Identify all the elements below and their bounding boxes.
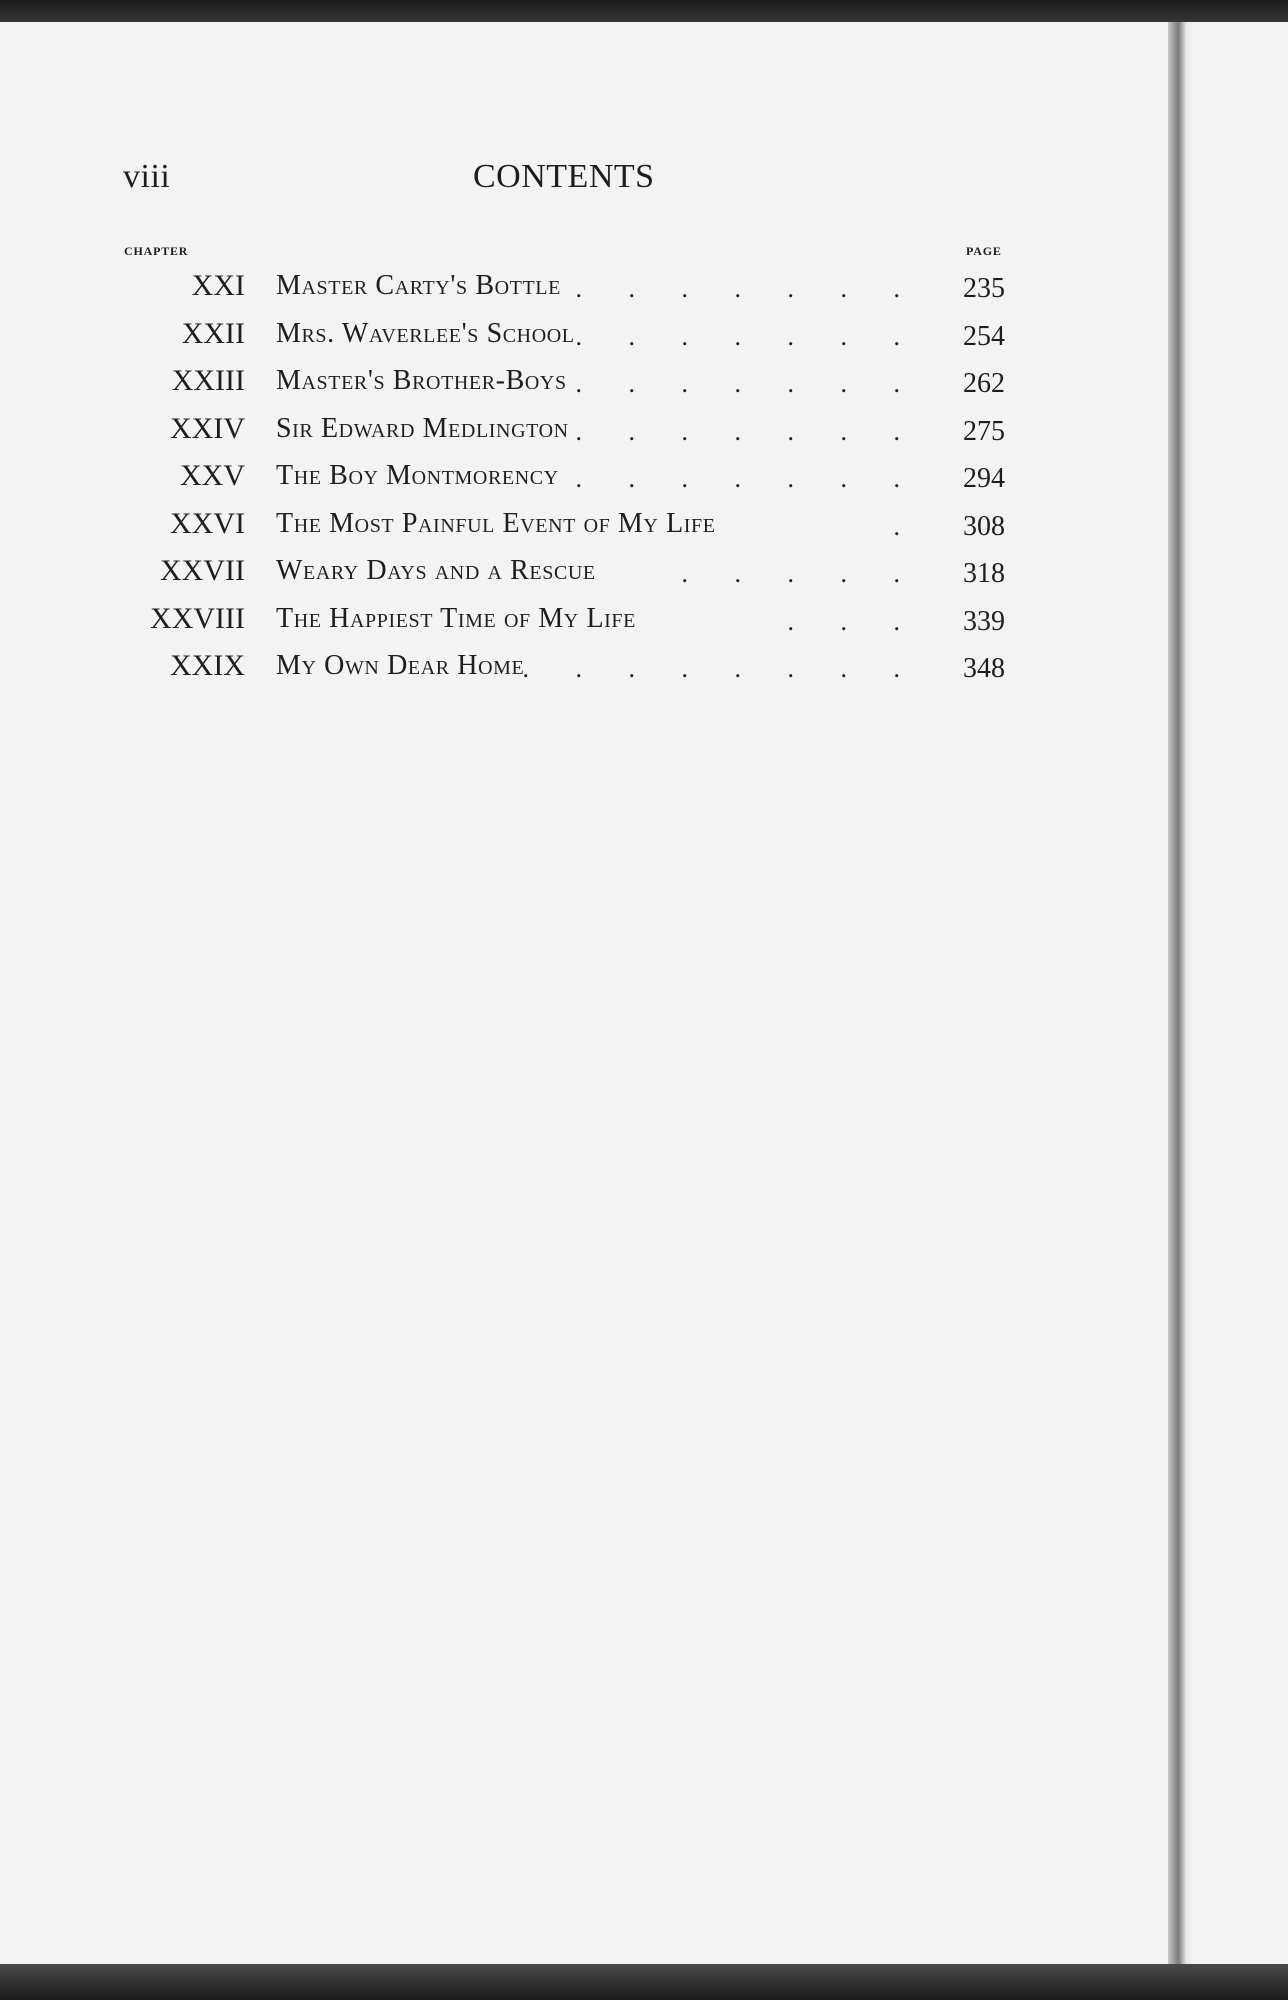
toc-entry [0,407,1170,455]
dot-leaders: . . . . . [681,559,920,588]
page-gutter-shadow [1168,22,1194,1966]
chapter-number: XXVII [160,554,245,587]
toc-entry [0,597,1170,645]
dot-leaders: . . . . . . . [575,416,920,446]
chapter-page-number: 254 [963,320,1005,352]
dot-leaders: . [893,511,920,541]
chapter-page-number: 235 [963,273,1005,304]
contents-title: CONTENTS [473,158,655,195]
scan-right-margin [1194,22,1288,1966]
toc-entry [0,312,1170,360]
dot-leaders: . . . [787,606,920,636]
page-column-header: PAGE [966,244,1002,258]
scan-bottom-edge [0,1964,1288,2000]
chapter-page-number: 348 [963,653,1005,684]
chapter-title: Weary Days and a Rescue [276,555,596,586]
toc-entry [0,264,1170,312]
toc-entry [0,549,1170,597]
dot-leaders: . . . . . . . [575,464,920,493]
table-of-contents [0,264,1170,692]
chapter-title: Mrs. Waverlee's School [276,317,575,349]
chapter-title: The Happiest Time of My Life [276,602,636,634]
page-number: viii [123,158,171,195]
toc-entry [0,644,1170,692]
dot-leaders: . . . . . . . [575,274,920,303]
dot-leaders: . . . . . . . [575,321,920,351]
dot-leaders: . . . . . . . [575,369,920,398]
chapter-page-number: 308 [963,510,1005,542]
chapter-number: XXVIII [150,601,245,635]
chapter-title: Master Carty's Bottle [276,270,561,301]
chapter-number: XXV [180,459,245,492]
chapter-page-number: 275 [963,415,1005,447]
chapter-title: Sir Edward Medlington [276,412,569,444]
chapter-number: XXVI [170,506,245,540]
chapter-title: Master's Brother-Boys [276,365,567,396]
dot-leaders: . . . . . . . . [522,654,920,683]
chapter-number: XXIV [170,411,245,445]
chapter-number: XXIX [170,649,245,682]
chapter-page-number: 294 [963,463,1005,494]
chapter-title: The Most Painful Event of My Life [276,507,716,539]
chapter-page-number: 262 [963,368,1005,399]
chapter-page-number: 339 [963,605,1005,637]
toc-entry [0,454,1170,502]
toc-entry [0,359,1170,407]
chapter-title: The Boy Montmorency [276,460,559,491]
chapter-column-header: CHAPTER [124,244,189,258]
chapter-page-number: 318 [963,558,1005,589]
chapter-title: My Own Dear Home [276,650,525,681]
chapter-number: XXI [191,269,245,302]
chapter-number: XXII [181,316,245,350]
toc-entry [0,502,1170,550]
chapter-number: XXIII [171,364,245,397]
